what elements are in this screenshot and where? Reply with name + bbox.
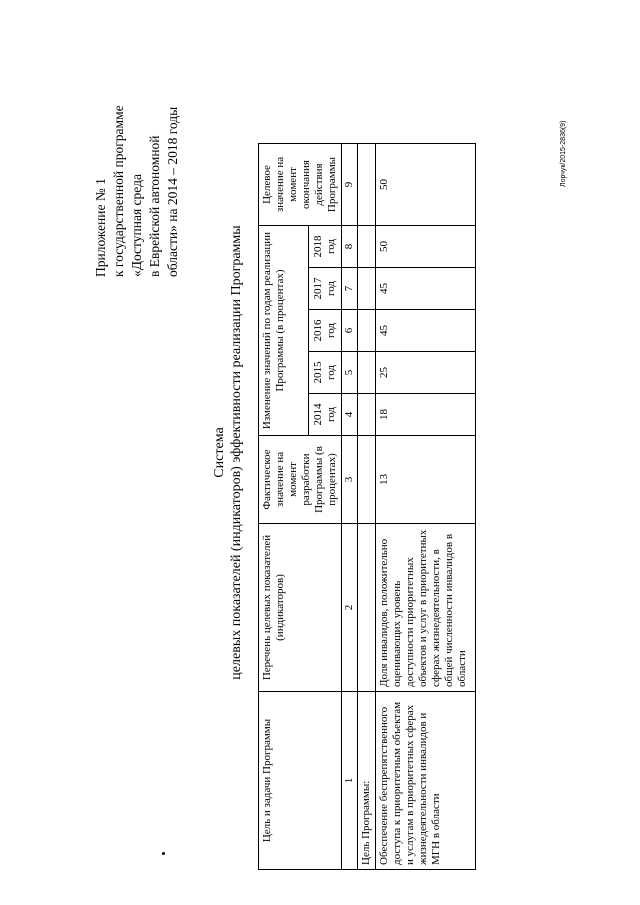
table-row — [376, 144, 476, 870]
goal-cell: Обеспечение беспрепятственного доступа к приоритетным объектам и услугам в приоритетных сферах жизнедеятельности инвалидов и МГН в области — [376, 692, 476, 870]
year-value: 45 — [376, 268, 476, 310]
appendix-line: в Еврейской автономной — [147, 135, 162, 277]
section-label: Цель Программы: — [358, 692, 376, 870]
header-year: 2018 год — [309, 226, 342, 268]
actual-value: 13 — [376, 436, 476, 524]
empty-cell — [358, 436, 376, 524]
empty-cell — [358, 310, 376, 352]
indicators-table — [258, 143, 476, 870]
col-number: 3 — [342, 436, 358, 524]
section-row — [358, 144, 376, 870]
appendix-line: Приложение № 1 — [93, 178, 108, 277]
header-indicators: Перечень целевых показателей (индикаторов) — [259, 524, 342, 692]
empty-cell — [358, 524, 376, 692]
empty-cell — [358, 352, 376, 394]
col-number: 6 — [342, 310, 358, 352]
appendix-line: области» на 2014 – 2018 годы — [165, 106, 180, 277]
col-number: 2 — [342, 524, 358, 692]
empty-cell — [358, 268, 376, 310]
header-year: 2014 год — [309, 394, 342, 436]
col-number: 4 — [342, 394, 358, 436]
appendix-line: к государственной программе — [111, 105, 126, 277]
column-numbers-row — [342, 144, 358, 870]
col-number: 5 — [342, 352, 358, 394]
col-number: 1 — [342, 692, 358, 870]
target-value: 50 — [376, 144, 476, 226]
year-value: 25 — [376, 352, 476, 394]
doc-title: Система — [212, 427, 227, 478]
header-target: Целевое значение на момент окончания действия Программы — [259, 144, 342, 226]
scan-dot — [162, 852, 165, 855]
doc-subtitle: целевых показателей (индикаторов) эффективности реализации Программы — [229, 225, 244, 680]
col-number: 9 — [342, 144, 358, 226]
year-value: 18 — [376, 394, 476, 436]
indicator-cell: Доля инвалидов, положительно оценивающих уровень доступности приоритетных объектов и услуг в приоритетных сферах жизнедеятельности, в общей численности инвалидов в области — [376, 524, 476, 692]
appendix-block — [92, 37, 182, 277]
registration-number: Лорчук/2015-2836(9) — [560, 120, 567, 187]
empty-cell — [358, 226, 376, 268]
header-year: 2017 год — [309, 268, 342, 310]
col-number: 8 — [342, 226, 358, 268]
appendix-line: «Доступная среда — [129, 174, 144, 277]
header-year: 2015 год — [309, 352, 342, 394]
header-row — [259, 144, 309, 870]
empty-cell — [358, 394, 376, 436]
empty-cell — [358, 144, 376, 226]
header-goal: Цель и задачи Программы — [259, 692, 342, 870]
header-actual: Фактическое значение на момент разработки Программы (в процентах) — [259, 436, 342, 524]
header-change: Изменение значений по годам реализации Программы (в процентах) — [259, 226, 309, 436]
year-value: 45 — [376, 310, 476, 352]
col-number: 7 — [342, 268, 358, 310]
header-year: 2016 год — [309, 310, 342, 352]
year-value: 50 — [376, 226, 476, 268]
